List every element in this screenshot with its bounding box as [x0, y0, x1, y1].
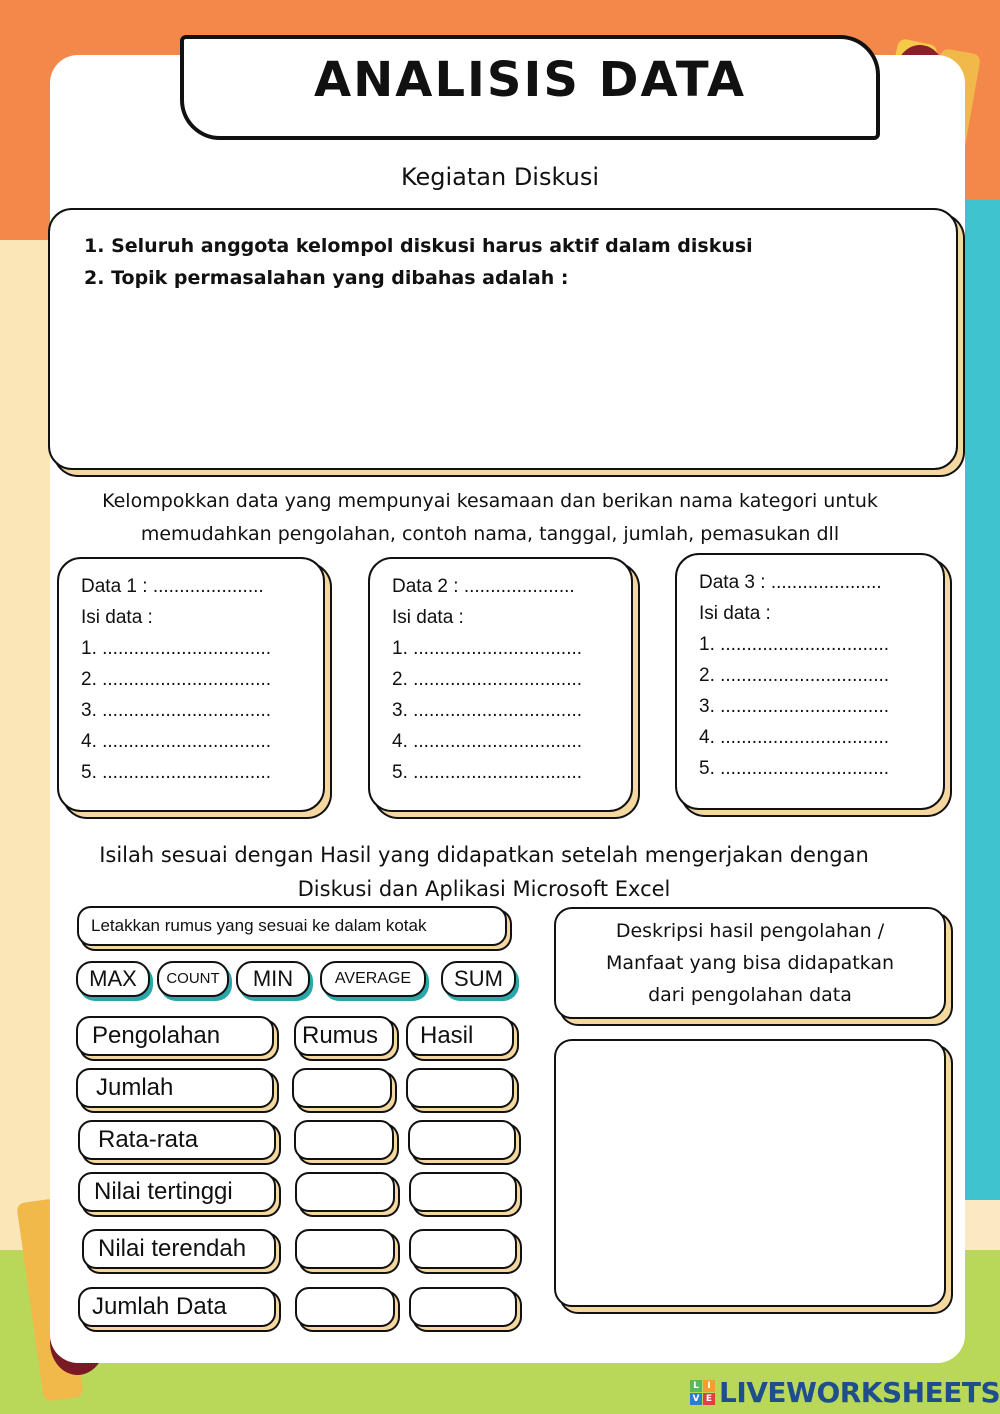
- rumus-input-nilai-tertinggi[interactable]: [295, 1172, 395, 1212]
- row-label-rata-rata: Rata-rata: [78, 1120, 276, 1160]
- instruction-2: 2. Topik permasalahan yang dibahas adalah :: [84, 267, 569, 289]
- description-input[interactable]: [554, 1039, 946, 1307]
- result-prompt: Isilah sesuai dengan Hasil yang didapatkan setelah mengerjakan dengan Diskusi dan Aplikasi Microsoft Excel: [99, 843, 869, 901]
- data-label: Data 3 : .....................: [699, 572, 882, 593]
- row-label-jumlah: Jumlah: [76, 1068, 274, 1108]
- description-label-box: Deskripsi hasil pengolahan / Manfaat yang bisa didapatkan dari pengolahan data: [554, 907, 946, 1019]
- topic-box[interactable]: [48, 208, 958, 470]
- header-hasil: Hasil: [406, 1016, 514, 1056]
- rumus-input-nilai-terendah[interactable]: [295, 1229, 395, 1269]
- group-prompt: Kelompokkan data yang mempunyai kesamaan dan berikan nama kategori untuk memudahkan pengolahan, contoh nama, tanggal, jumlah, pemasukan dll: [102, 490, 878, 545]
- rumus-input-jumlah-data[interactable]: [295, 1287, 395, 1327]
- live-logo-icon: L I V E: [690, 1380, 715, 1405]
- background-cream: [0, 240, 50, 1250]
- page-title: ANALISIS DATA: [313, 52, 747, 108]
- row-label-jumlah-data: Jumlah Data: [78, 1287, 276, 1327]
- formula-chip-min[interactable]: MIN: [236, 961, 310, 997]
- data-label: Data 2 : .....................: [392, 576, 575, 597]
- hasil-input-jumlah-data[interactable]: [409, 1287, 517, 1327]
- rumus-input-rata-rata[interactable]: [294, 1120, 394, 1160]
- hasil-input-jumlah[interactable]: [406, 1068, 514, 1108]
- instruction-1: 1. Seluruh anggota kelompol diskusi harus aktif dalam diskusi: [84, 235, 753, 257]
- hasil-input-nilai-terendah[interactable]: [409, 1229, 517, 1269]
- formula-chip-max[interactable]: MAX: [76, 961, 150, 997]
- data-card-3[interactable]: Data 3 : ..................... Isi data : 1. ................................ 2. ................................ 3. ................................ 4. ................................ 5. ................................: [675, 553, 945, 810]
- formula-hint: Letakkan rumus yang sesuai ke dalam kotak: [77, 906, 507, 946]
- data-label: Data 1 : .....................: [81, 576, 264, 597]
- formula-chip-count[interactable]: COUNT: [157, 961, 229, 997]
- row-label-nilai-tertinggi: Nilai tertinggi: [78, 1172, 276, 1212]
- data-card-2[interactable]: Data 2 : ..................... Isi data : 1. ................................ 2. ................................ 3. ................................ 4. ................................ 5. ................................: [368, 557, 633, 812]
- row-label-nilai-terendah: Nilai terendah: [82, 1229, 276, 1269]
- page-subtitle: Kegiatan Diskusi: [400, 163, 600, 191]
- data-card-1[interactable]: Data 1 : ..................... Isi data : 1. ................................ 2. ................................ 3. ................................ 4. ................................ 5. ................................: [57, 557, 325, 812]
- header-rumus: Rumus: [294, 1016, 394, 1056]
- formula-chip-average[interactable]: AVERAGE: [320, 961, 426, 997]
- brand-name: LIVEWORKSHEETS: [719, 1375, 1000, 1409]
- formula-chip-sum[interactable]: SUM: [441, 961, 516, 997]
- hasil-input-rata-rata[interactable]: [408, 1120, 516, 1160]
- liveworksheets-logo[interactable]: [690, 1375, 1000, 1409]
- hasil-input-nilai-tertinggi[interactable]: [409, 1172, 517, 1212]
- header-pengolahan: Pengolahan: [76, 1016, 274, 1056]
- rumus-input-jumlah[interactable]: [292, 1068, 392, 1108]
